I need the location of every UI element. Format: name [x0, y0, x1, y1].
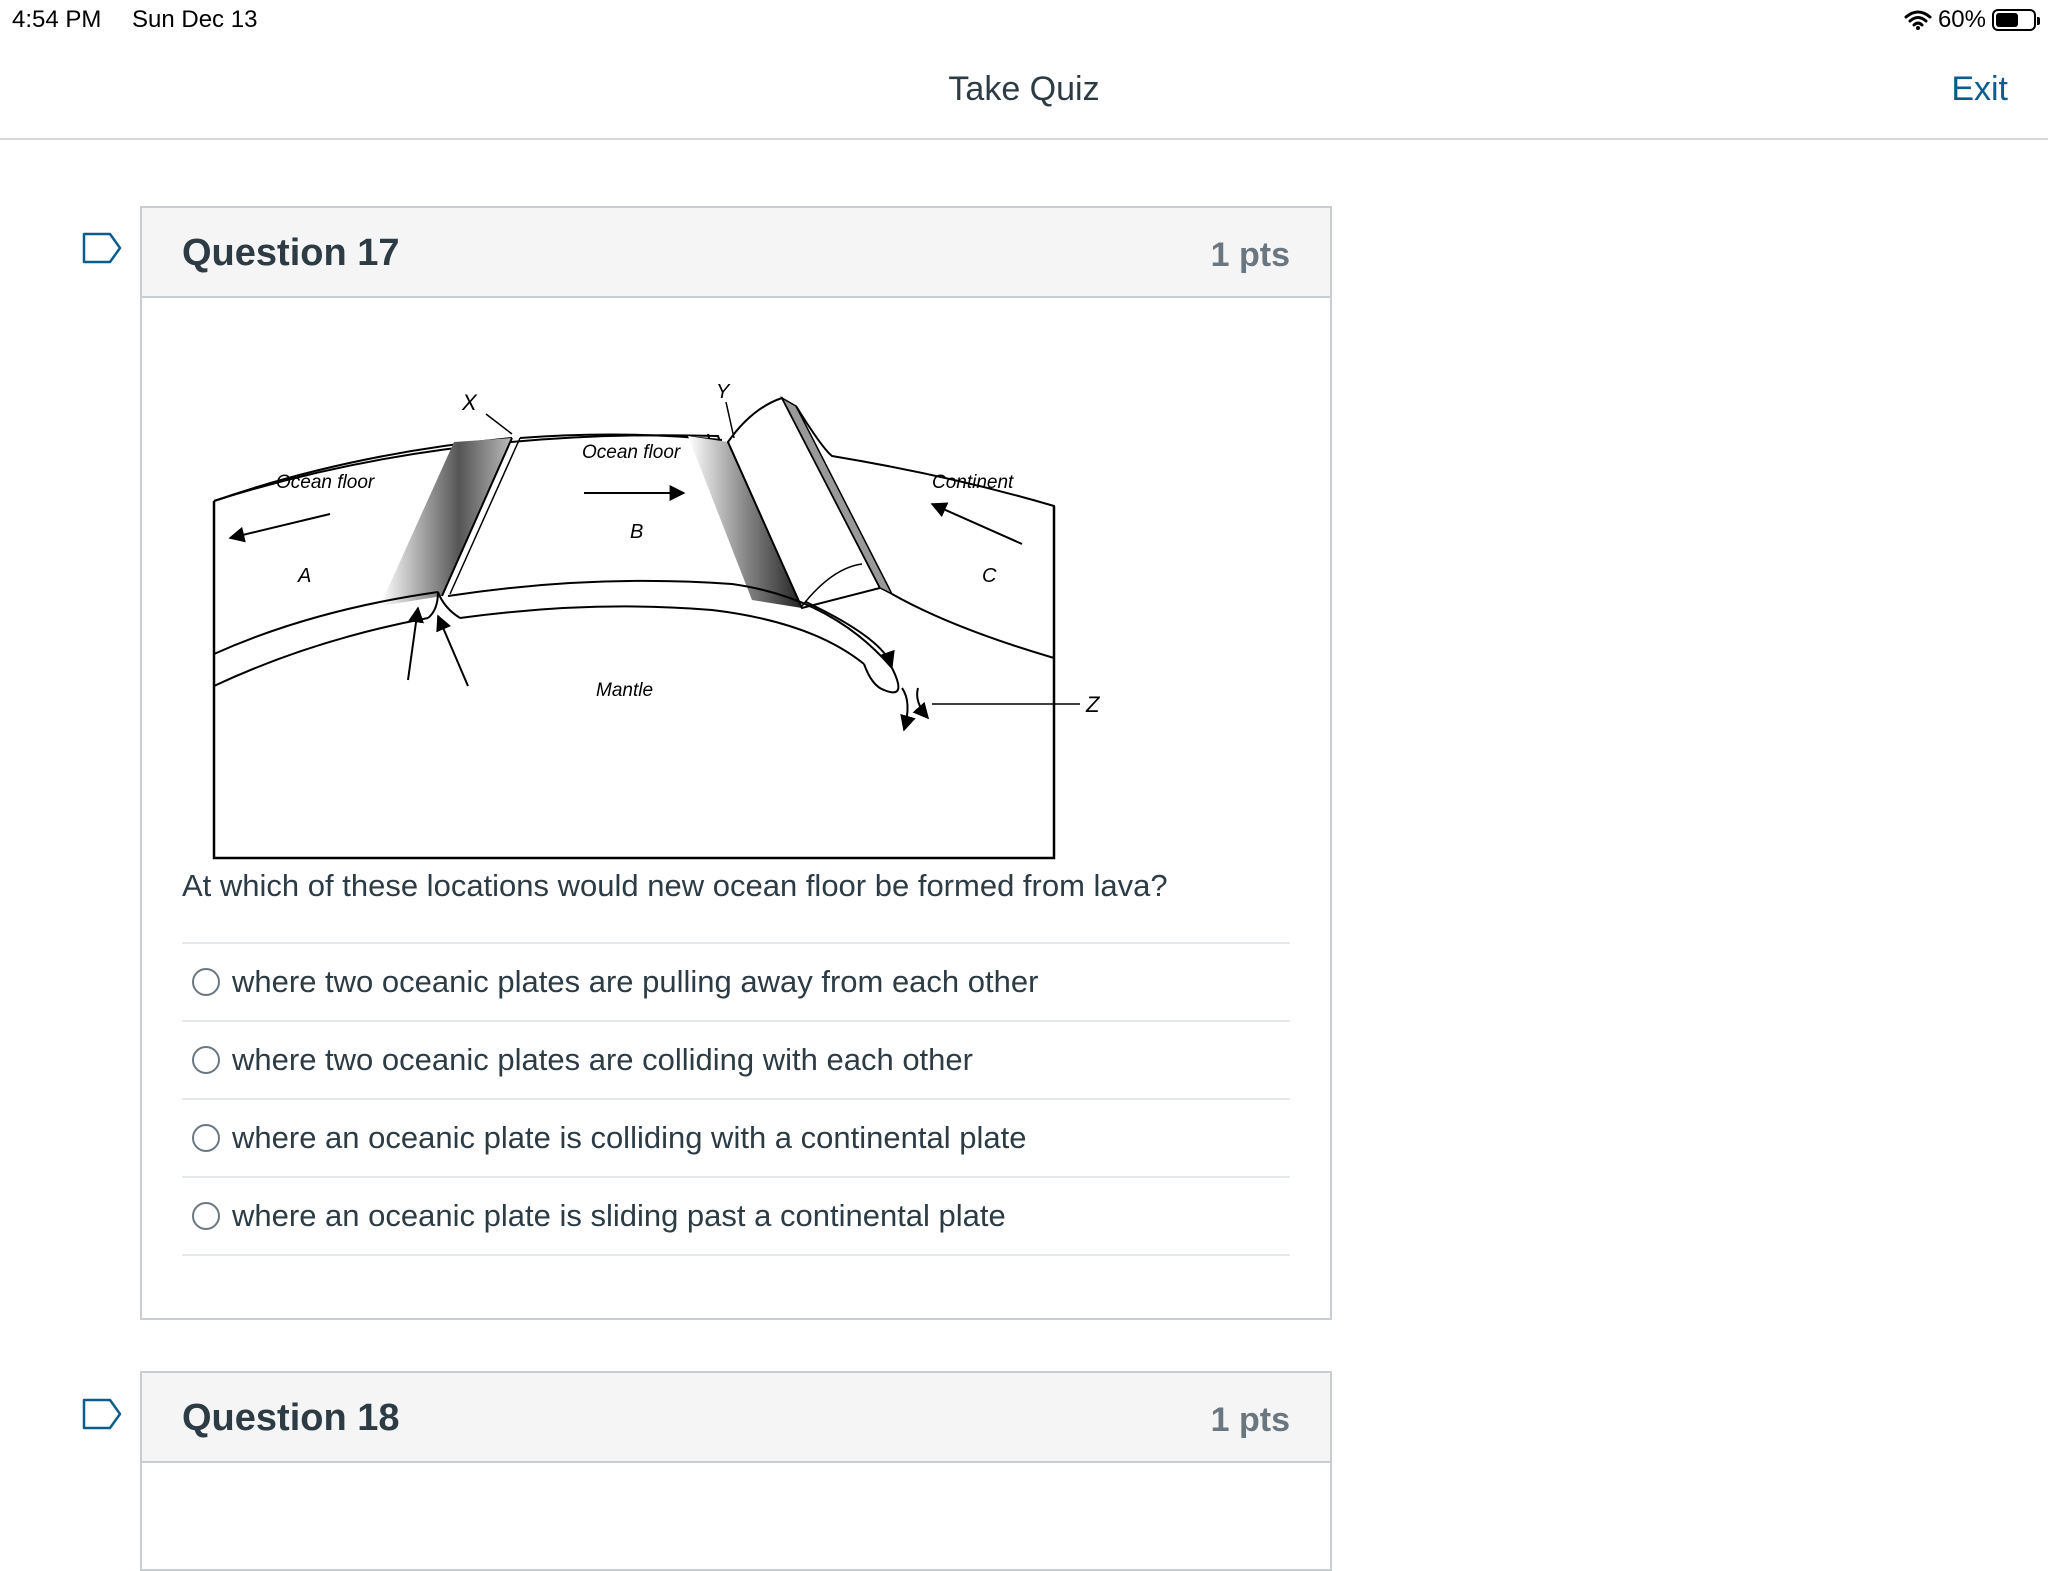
page-title: Take Quiz [948, 70, 1100, 108]
status-date: Sun Dec 13 [132, 6, 258, 33]
diagram-label-x: X [462, 390, 477, 415]
diagram-label-b: B [630, 521, 644, 543]
question-18 [140, 1371, 1332, 1571]
answer-label: where an oceanic plate is sliding past a continental plate [232, 1198, 1006, 1233]
diagram-label-c: C [982, 565, 997, 587]
arrow-sink-2 [917, 688, 928, 718]
leader-x [486, 414, 512, 434]
status-right [1904, 6, 2036, 34]
answer-option[interactable] [182, 1100, 1290, 1178]
wifi-icon [1904, 9, 1932, 31]
arrow-sink-1 [902, 688, 908, 730]
question-header [142, 208, 1330, 298]
diagram-label-ocean-floor-left: Ocean floor [276, 472, 375, 493]
plate-tectonics-diagram [192, 338, 1100, 858]
arrow-c [932, 504, 1022, 544]
radio-button[interactable] [192, 968, 220, 996]
flag-question-18-icon[interactable] [82, 1398, 122, 1430]
flag-question-17-icon[interactable] [82, 232, 122, 264]
question-points: 1 pts [1210, 1401, 1290, 1439]
radio-button[interactable] [192, 1124, 220, 1152]
ridge-x-shading [380, 438, 512, 606]
leader-y [726, 402, 734, 438]
question-body [142, 298, 1330, 1318]
exit-button[interactable]: Exit [1951, 70, 2008, 108]
radio-button[interactable] [192, 1202, 220, 1230]
arrow-a [230, 514, 330, 538]
arrow-magma-2 [438, 616, 468, 686]
question-points: 1 pts [1210, 236, 1290, 274]
answer-label: where an oceanic plate is colliding with a continental plate [232, 1120, 1027, 1155]
diagram-label-continent: Continent [932, 472, 1014, 493]
nav-bar [0, 40, 2048, 140]
diagram-label-mantle: Mantle [596, 680, 654, 701]
answer-option[interactable] [182, 1178, 1290, 1256]
diagram-label-y: Y [716, 381, 730, 403]
diagram-label-ocean-floor-mid: Ocean floor [582, 442, 681, 463]
diagram-label-a: A [298, 565, 312, 587]
battery-fill [1996, 13, 2018, 27]
arrow-magma-1 [408, 608, 418, 680]
answer-option[interactable] [182, 1022, 1290, 1100]
diagram-label-z: Z [1086, 692, 1100, 717]
question-title: Question 17 [182, 232, 400, 274]
question-text: At which of these locations would new ocean floor be formed from lava? [182, 868, 1168, 903]
question-header [142, 1373, 1330, 1463]
question-title: Question 18 [182, 1397, 400, 1439]
answer-label: where two oceanic plates are pulling away from each other [232, 964, 1039, 999]
status-bar [0, 0, 2048, 40]
answer-label: where two oceanic plates are colliding with each other [232, 1042, 973, 1077]
status-time: 4:54 PM [12, 6, 102, 33]
radio-button[interactable] [192, 1046, 220, 1074]
answer-list [182, 942, 1290, 1256]
battery-percent: 60% [1937, 6, 1986, 33]
question-17 [140, 206, 1332, 1320]
battery-icon [1992, 9, 2036, 31]
arrow-subduction [806, 602, 892, 666]
answer-option[interactable] [182, 944, 1290, 1022]
